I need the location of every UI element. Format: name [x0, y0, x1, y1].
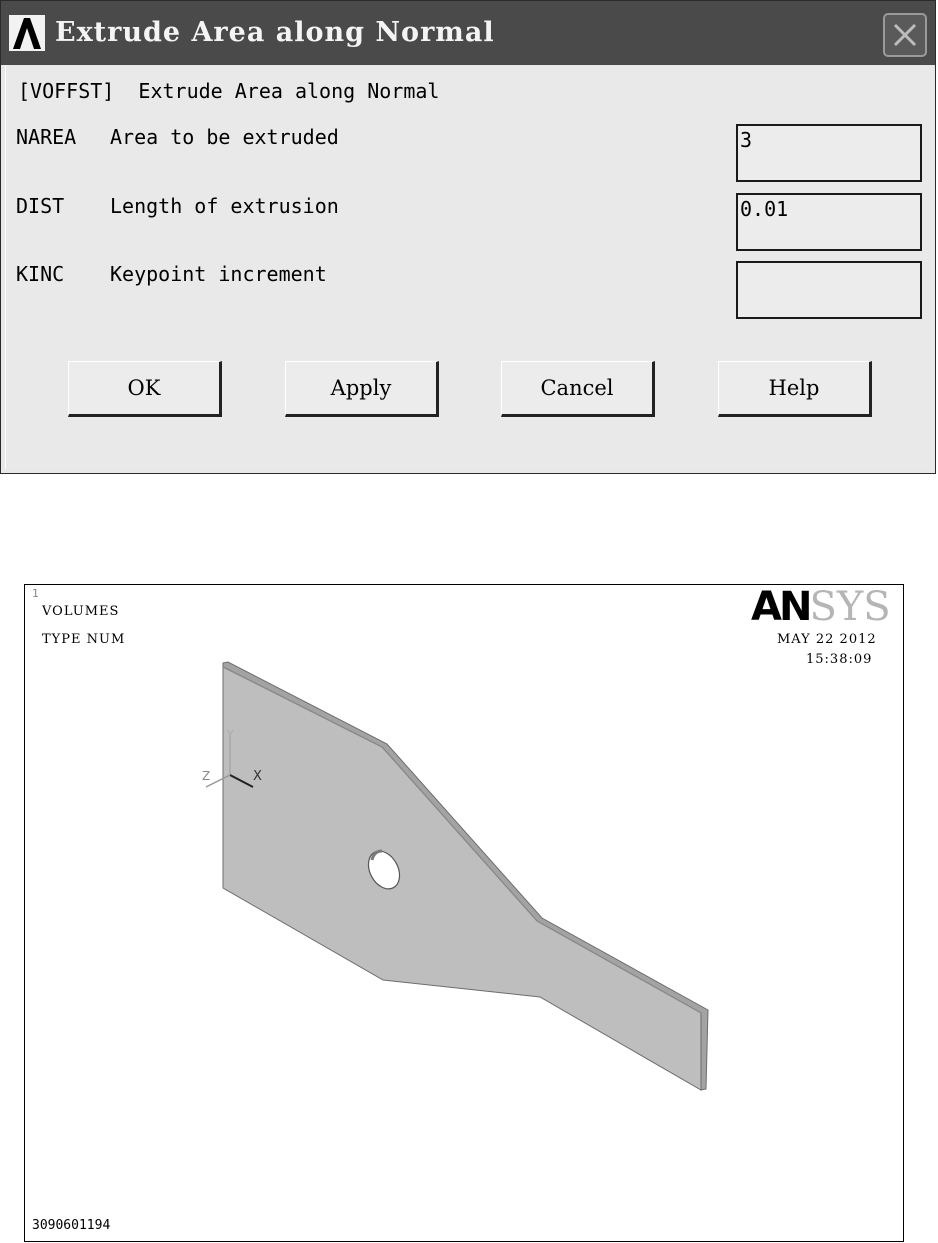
title-bar[interactable] [1, 1, 935, 65]
kinc-input[interactable] [736, 261, 922, 319]
narea-label: Area to be extruded [110, 125, 339, 149]
dist-key: DIST [16, 194, 65, 218]
plate-front-face [223, 667, 701, 1090]
ok-button[interactable]: OK [68, 361, 222, 417]
ansys-logo-bold: AN [751, 584, 810, 630]
plot-type-label: VOLUMES [42, 604, 120, 619]
footer-code: 3090601194 [32, 1218, 111, 1233]
close-icon[interactable] [883, 13, 927, 57]
narea-input[interactable]: 3 [736, 124, 922, 182]
triad-z-label: Z [202, 769, 211, 783]
apply-button[interactable]: Apply [285, 361, 439, 417]
model-view [25, 585, 903, 1241]
cancel-button[interactable]: Cancel [501, 361, 655, 417]
plot-time: 15:38:09 [806, 652, 873, 667]
plot-date: MAY 22 2012 [777, 632, 877, 647]
dialog-title: Extrude Area along Normal [55, 17, 495, 48]
narea-key: NAREA [16, 125, 77, 149]
kinc-label: Keypoint increment [110, 262, 327, 286]
window-number: 1 [32, 587, 39, 600]
dist-label: Length of extrusion [110, 194, 339, 218]
help-button[interactable]: Help [718, 361, 872, 417]
command-heading: [VOFFST] Extrude Area along Normal [18, 79, 440, 103]
triad-x-label: X [253, 769, 262, 784]
ansys-logo-light: SYS [809, 584, 891, 630]
kinc-key: KINC [16, 262, 65, 286]
graphics-window[interactable] [24, 584, 904, 1242]
extrude-dialog [0, 0, 936, 474]
dialog-body [5, 65, 932, 469]
numbering-label: TYPE NUM [42, 632, 126, 647]
ansys-app-icon [9, 15, 45, 51]
triad-y-label: Y [227, 728, 234, 741]
dist-input[interactable]: 0.01 [736, 193, 922, 251]
